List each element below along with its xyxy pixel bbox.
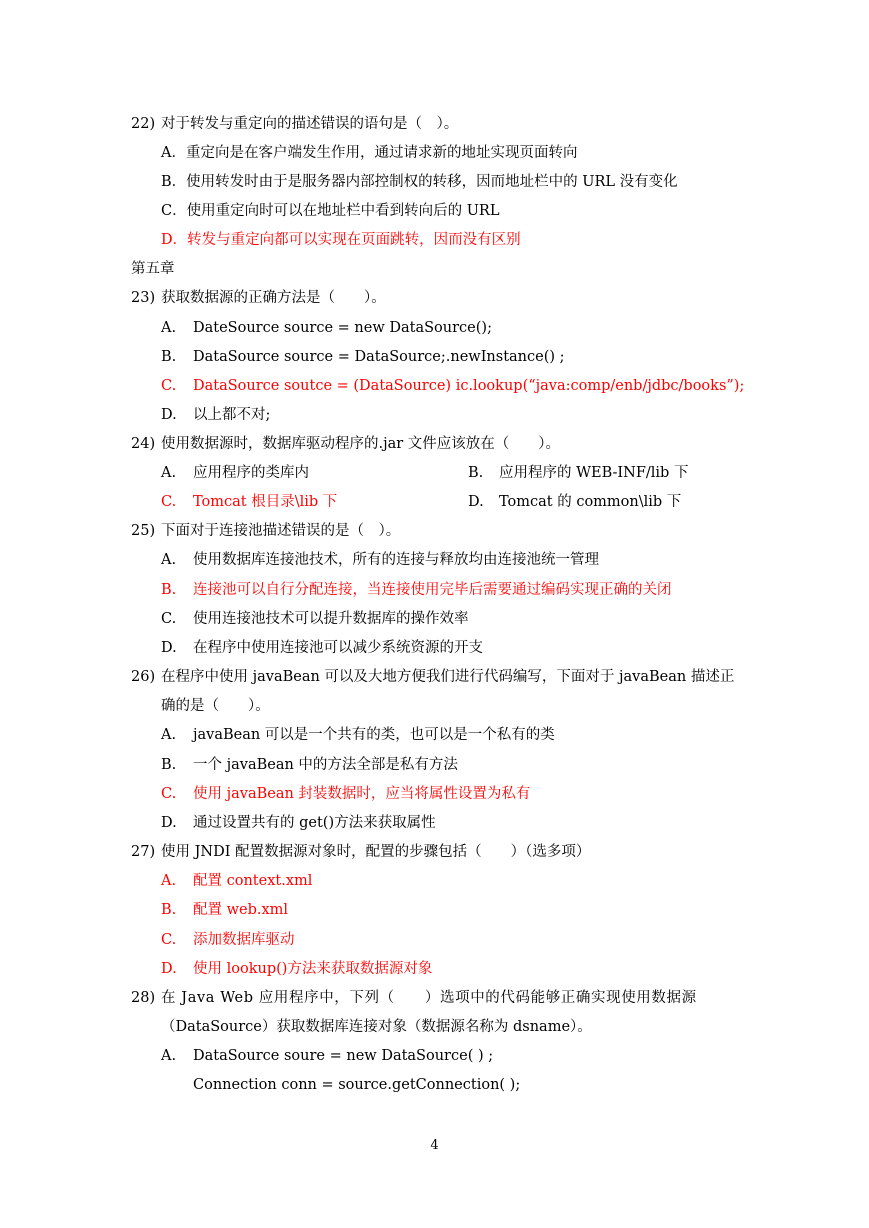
option-letter: A. [161, 1048, 177, 1064]
option-text: 应用程序的 WEB-INF/lib 下 [499, 465, 689, 481]
question-stem-line1: 在 Java Web 应用程序中，下列（ ）选项中的代码能够正确实现使用数据源 [161, 990, 697, 1006]
option-letter: B. [468, 465, 484, 481]
question-number: 27) [131, 844, 156, 860]
question-stem-line2: （DataSource）获取数据库连接对象（数据源名称为 dsname）。 [161, 1019, 592, 1035]
option-letter-answer: B. [161, 582, 177, 598]
option-text-answer: 配置 context.xml [193, 873, 313, 889]
option-text: Tomcat 的 common\lib 下 [499, 494, 682, 510]
option-letter-answer: C. [161, 378, 177, 394]
option-letter: D. [161, 407, 177, 423]
option-letter: C. [161, 611, 177, 627]
option-a: A．重定向是在客户端发生作用，通过请求新的地址实现页面转向 [161, 145, 578, 161]
option-text: 以上都不对; [193, 407, 271, 423]
option-letter-answer: C. [161, 932, 177, 948]
question-number: 24) [131, 436, 156, 452]
option-letter: B. [161, 757, 177, 773]
option-text: DateSource source = new DataSource(); [193, 320, 492, 336]
question-stem: 获取数据源的正确方法是（ ）。 [161, 290, 386, 306]
option-text: 一个 javaBean 中的方法全部是私有方法 [193, 757, 458, 773]
option-text: 使用连接池技术可以提升数据库的操作效率 [193, 611, 469, 627]
option-text: 在程序中使用连接池可以减少系统资源的开支 [193, 640, 483, 656]
option-letter: B. [161, 349, 177, 365]
option-text-answer: 添加数据库驱动 [193, 932, 295, 948]
option-text: DataSource source = DataSource;.newInstance() ; [193, 349, 565, 365]
question-number: 25) [131, 523, 156, 539]
option-letter: A. [161, 552, 177, 568]
chapter-heading: 第五章 [131, 261, 175, 277]
option-letter-answer: A. [161, 873, 177, 889]
option-text-answer: 配置 web.xml [193, 902, 289, 918]
option-letter-answer: C. [161, 494, 177, 510]
option-letter: D. [161, 815, 177, 831]
option-letter: A. [161, 320, 177, 336]
option-text: DataSource soure = new DataSource( ) ; [193, 1048, 494, 1064]
option-letter: D. [161, 640, 177, 656]
question-number: 26) [131, 669, 156, 685]
option-letter-answer: B. [161, 902, 177, 918]
question-stem: 使用数据源时，数据库驱动程序的.jar 文件应该放在（ ）。 [161, 436, 561, 452]
option-text: 使用数据库连接池技术，所有的连接与释放均由连接池统一管理 [193, 552, 599, 568]
question-stem-line1: 在程序中使用 javaBean 可以及大地方便我们进行代码编写，下面对于 javaBean 描述正 [161, 669, 735, 685]
question-stem-line2: 确的是（ ）。 [161, 698, 270, 714]
option-d-answer: D．转发与重定向都可以实现在页面跳转，因而没有区别 [161, 232, 521, 248]
option-c: C．使用重定向时可以在地址栏中看到转向后的 URL [161, 203, 500, 219]
option-text-answer: Tomcat 根目录\lib 下 [193, 494, 338, 510]
question-stem: 使用 JNDI 配置数据源对象时，配置的步骤包括（ ）（选多项） [161, 844, 591, 860]
option-text-continued: Connection conn = source.getConnection( ); [193, 1077, 521, 1093]
option-text: 通过设置共有的 get()方法来获取属性 [193, 815, 436, 831]
option-letter: D. [468, 494, 484, 510]
question-number: 23) [131, 290, 156, 306]
option-letter: A. [161, 465, 177, 481]
option-text-answer: 连接池可以自行分配连接，当连接使用完毕后需要通过编码实现正确的关闭 [193, 582, 672, 598]
option-text: javaBean 可以是一个共有的类，也可以是一个私有的类 [193, 727, 555, 743]
option-text-answer: 使用 javaBean 封装数据时，应当将属性设置为私有 [193, 786, 531, 802]
question-stem: 对于转发与重定向的描述错误的语句是（ ）。 [161, 116, 459, 132]
option-b: B．使用转发时由于是服务器内部控制权的转移，因而地址栏中的 URL 没有变化 [161, 174, 678, 190]
page-number: 4 [430, 1138, 439, 1153]
option-letter-answer: C. [161, 786, 177, 802]
option-text: 应用程序的类库内 [193, 465, 309, 481]
option-text-answer: DataSource soutce = (DataSource) ic.lookup(“java:comp/enb/jdbc/books”); [193, 378, 745, 394]
option-letter-answer: D. [161, 961, 177, 977]
question-number: 22) [131, 116, 156, 132]
question-stem: 下面对于连接池描述错误的是（ ）。 [161, 523, 401, 539]
option-letter: A. [161, 727, 177, 743]
question-number: 28) [131, 990, 156, 1006]
option-text-answer: 使用 lookup()方法来获取数据源对象 [193, 961, 433, 977]
